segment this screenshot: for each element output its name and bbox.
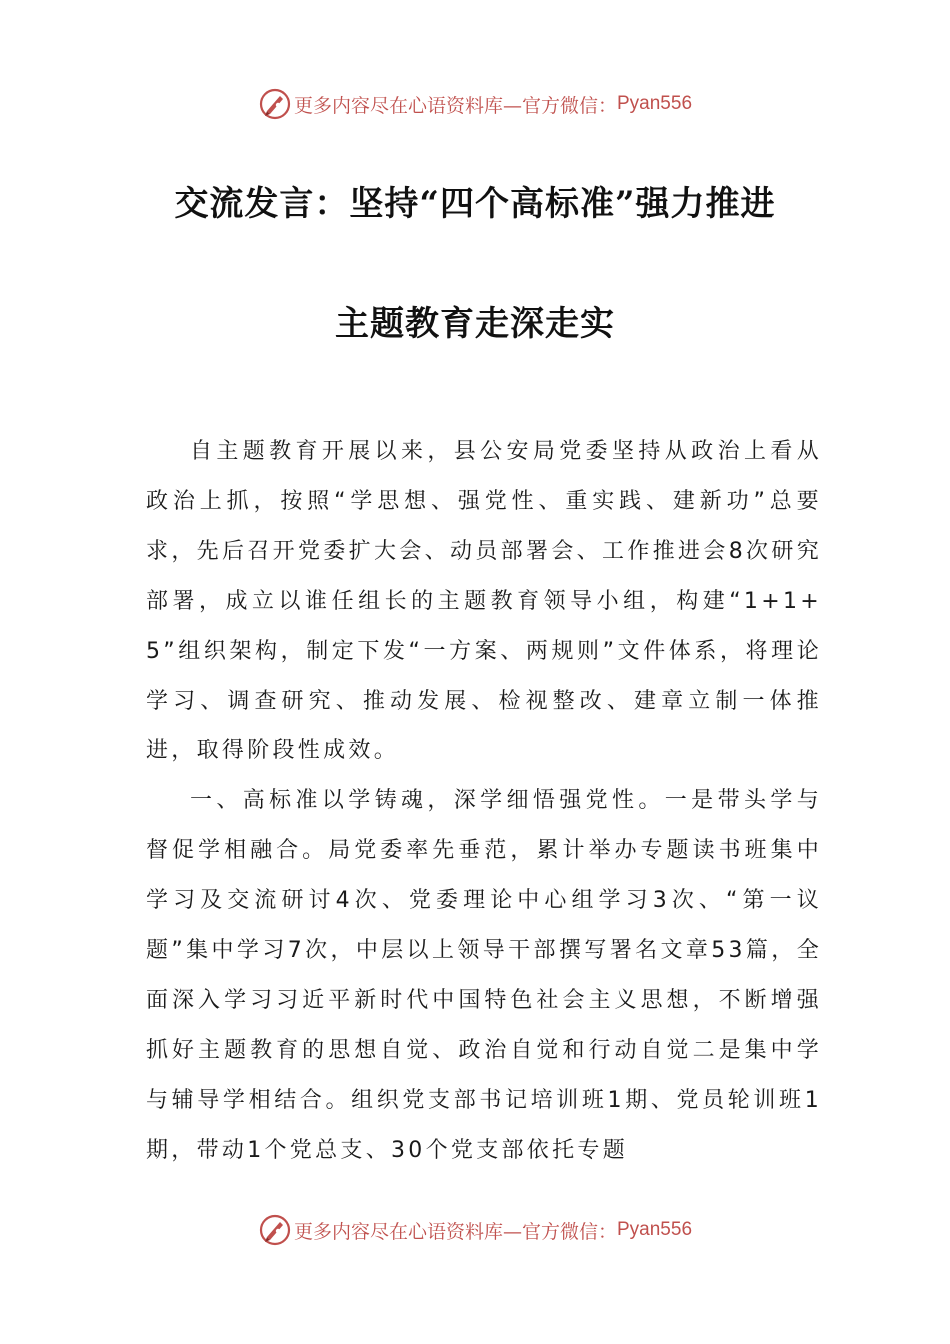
watermark-text: 更多内容尽在心语资料库—官方微信： bbox=[293, 1220, 617, 1243]
watermark-footer bbox=[0, 1210, 950, 1250]
paragraph-section-one: 一、高标准以学铸魂，深学细悟强党性。一是带头学与督促学相融合。局党委率先垂范，累计举办专题读书班集中学习及交流研讨4次、党委理论中心组学习3次、“第一议题”集中学习7次，中层以上领导干部撰写署名文章53篇，全面深入学习习近平新时代中国特色社会主义思想，不断增强抓好主题教育的思想自觉、政治自觉和行动自觉二是集中学与辅导学相结合。组织党支部书记培训班1期、党员轮训班1期，带动1个党总支、30个党支部依托专题 bbox=[146, 788, 822, 1163]
watermark-wechat-id: Pyan556 bbox=[617, 93, 693, 114]
paragraph-intro: 自主题教育开展以来，县公安局党委坚持从政治上看从政治上抓，按照“学思想、强党性、重实践、建新功”总要求，先后召开党委扩大会、动员部署会、工作推进会8次研究部署，成立以谁任组长的主题教育领导小组，构建“1+1+5”组织架构，制定下发“一方案、两规则”文件体系，将理论学习、调查研究、推动发展、检视整改、建章立制一体推进，取得阶段性成效。 bbox=[146, 439, 822, 764]
watermark-header bbox=[0, 84, 950, 124]
document-body bbox=[146, 427, 822, 1176]
document-title-line1: 交流发言：坚持“四个高标准”强力推进 bbox=[174, 184, 776, 224]
watermark-wechat-id: Pyan556 bbox=[617, 1219, 693, 1240]
pen-circle-logo-icon bbox=[258, 87, 292, 121]
pen-circle-logo-icon bbox=[258, 1213, 292, 1247]
watermark-text: 更多内容尽在心语资料库—官方微信： bbox=[293, 94, 617, 117]
document-title-line2: 主题教育走深走实 bbox=[335, 304, 615, 344]
